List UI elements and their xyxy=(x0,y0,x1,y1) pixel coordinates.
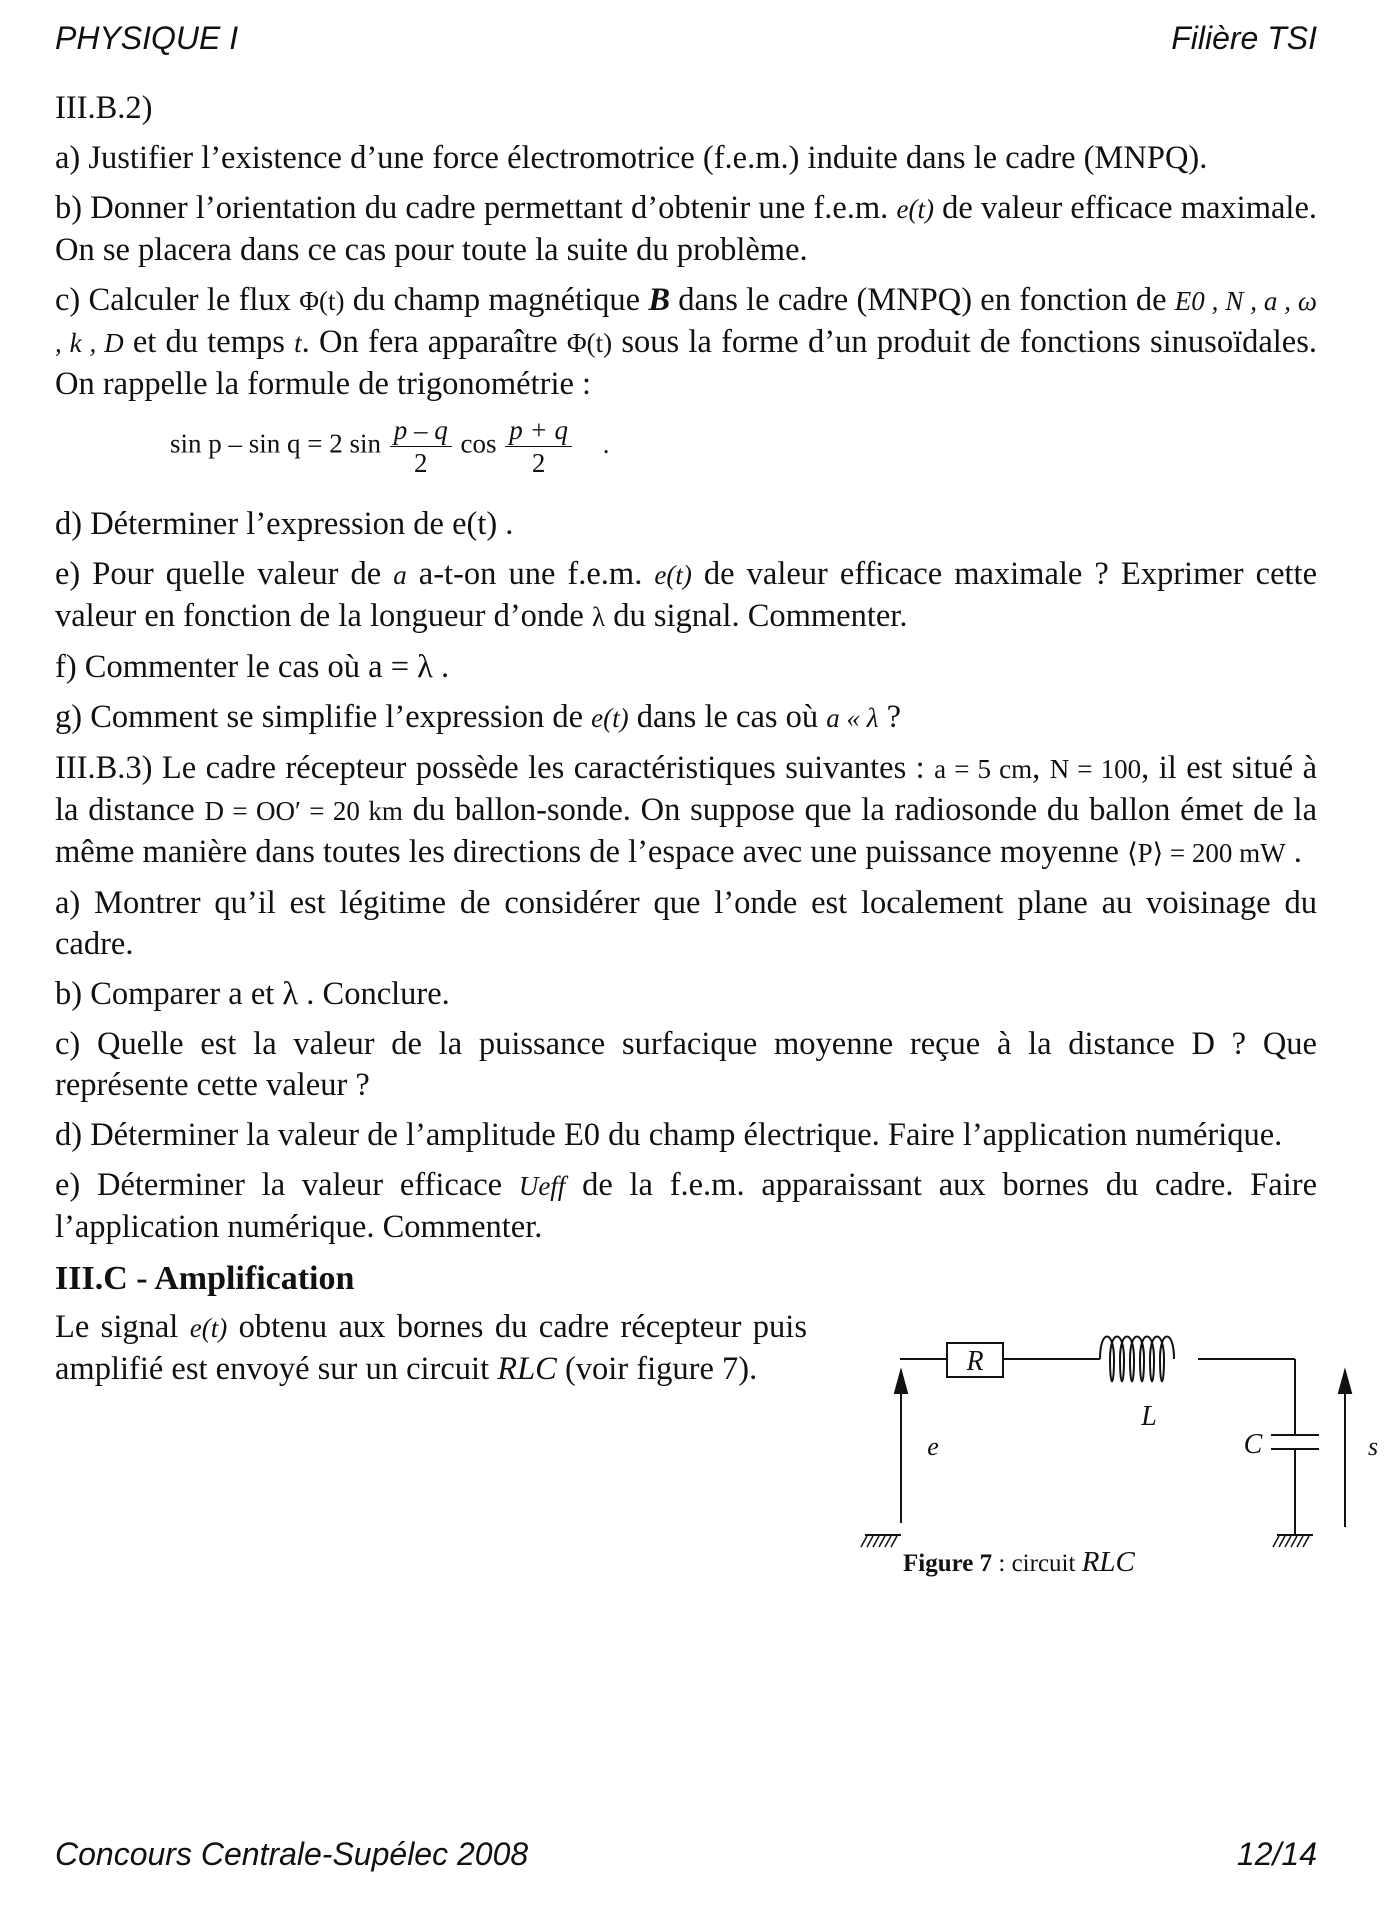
q-b2-d: d) Déterminer l’expression de e(t) . xyxy=(55,506,514,542)
arrow-e-head xyxy=(895,1371,907,1393)
section-c-text: Le signal e(t) obtenu aux bornes du cadre récepteur puis amplifié est envoyé sur un circuit RLC (voir figure 7). xyxy=(55,1309,807,1387)
header-right: Filière TSI xyxy=(1171,20,1317,56)
header-left: PHYSIQUE I xyxy=(55,20,239,56)
footer-left: Concours Centrale-Supélec 2008 xyxy=(55,1836,529,1872)
label-C: C xyxy=(1243,1429,1263,1460)
q-b2-e: e) Pour quelle valeur de a a-t-on une f.e.m. e(t) de valeur efficace maximale ? Exprimer cette valeur en fonction de la longueur d’onde λ du signal. Commenter. xyxy=(55,556,1318,634)
q-b3-a: a) Montrer qu’il est légitime de considérer que l’onde est localement plane au voisinage du cadre. xyxy=(55,885,1317,962)
q-b3-d: d) Déterminer la valeur de l’amplitude E0 du champ électrique. Faire l’application numérique. xyxy=(55,1117,1283,1153)
page-content xyxy=(55,88,1379,1607)
section-title: III.C - Amplification xyxy=(55,1260,355,1297)
section-c-body xyxy=(55,1307,1379,1607)
q-b2-c: c) Calculer le flux Φ(t) du champ magnétique B dans le cadre (MNPQ) en fonction de E0 , N , a , ω , k , D et du temps t. On fera apparaître Φ(t) sous la forme d’un produit de fonctions sinusoïdales. On rappelle la formule de trigonométrie : xyxy=(55,282,1318,402)
label-e: e xyxy=(927,1432,939,1461)
label-R: R xyxy=(966,1346,984,1377)
q-b3-c: c) Quelle est la valeur de la puissance surfacique moyenne reçue à la distance D ? Que représente cette valeur ? xyxy=(55,1026,1317,1103)
q-b3-intro: III.B.3) Le cadre récepteur possède les caractéristiques suivantes : a = 5 cm, N = 100, il est situé à la distance D = OO′ = 20 km du ballon-sonde. On suppose que la radiosonde du ballon émet de la même manière dans toutes les directions de l’espace avec une puissance moyenne ⟨P⟩ = 200 mW . xyxy=(55,750,1318,870)
q-b2-g: g) Comment se simplifie l’expression de e(t) dans le cas où a « λ ? xyxy=(55,699,902,735)
rlc-circuit-figure xyxy=(825,1295,1385,1595)
trig-formula: sin p – sin q = 2 sin $\frac{p - q}{2}$ cos $\frac{p + q}{2}$ . xyxy=(170,415,610,478)
figure-caption: Figure 7 : circuit RLC xyxy=(903,1546,1135,1578)
label-L: L xyxy=(1141,1401,1157,1432)
q-b3-e: e) Déterminer la valeur efficace Ueff de la f.e.m. apparaissant aux bornes du cadre. Faire l’application numérique. Commenter. xyxy=(55,1167,1317,1245)
q-b2-label: III.B.2) xyxy=(55,90,153,126)
q-b2-f: f) Commenter le cas où a = λ . xyxy=(55,649,450,685)
inductor xyxy=(1100,1337,1174,1382)
arrow-s-head xyxy=(1339,1371,1351,1393)
q-b3-b: b) Comparer a et λ . Conclure. xyxy=(55,976,450,1012)
q-b2-a: a) Justifier l’existence d’une force électromotrice (f.e.m.) induite dans le cadre (MNPQ). xyxy=(55,140,1208,176)
footer-right: 12/14 xyxy=(1236,1836,1317,1872)
label-s: s xyxy=(1367,1432,1379,1461)
q-b2-b: b) Donner l’orientation du cadre permettant d’obtenir une f.e.m. e(t) de valeur efficace maximale. On se placera dans ce cas pour toute la suite du problème. xyxy=(55,190,1317,268)
